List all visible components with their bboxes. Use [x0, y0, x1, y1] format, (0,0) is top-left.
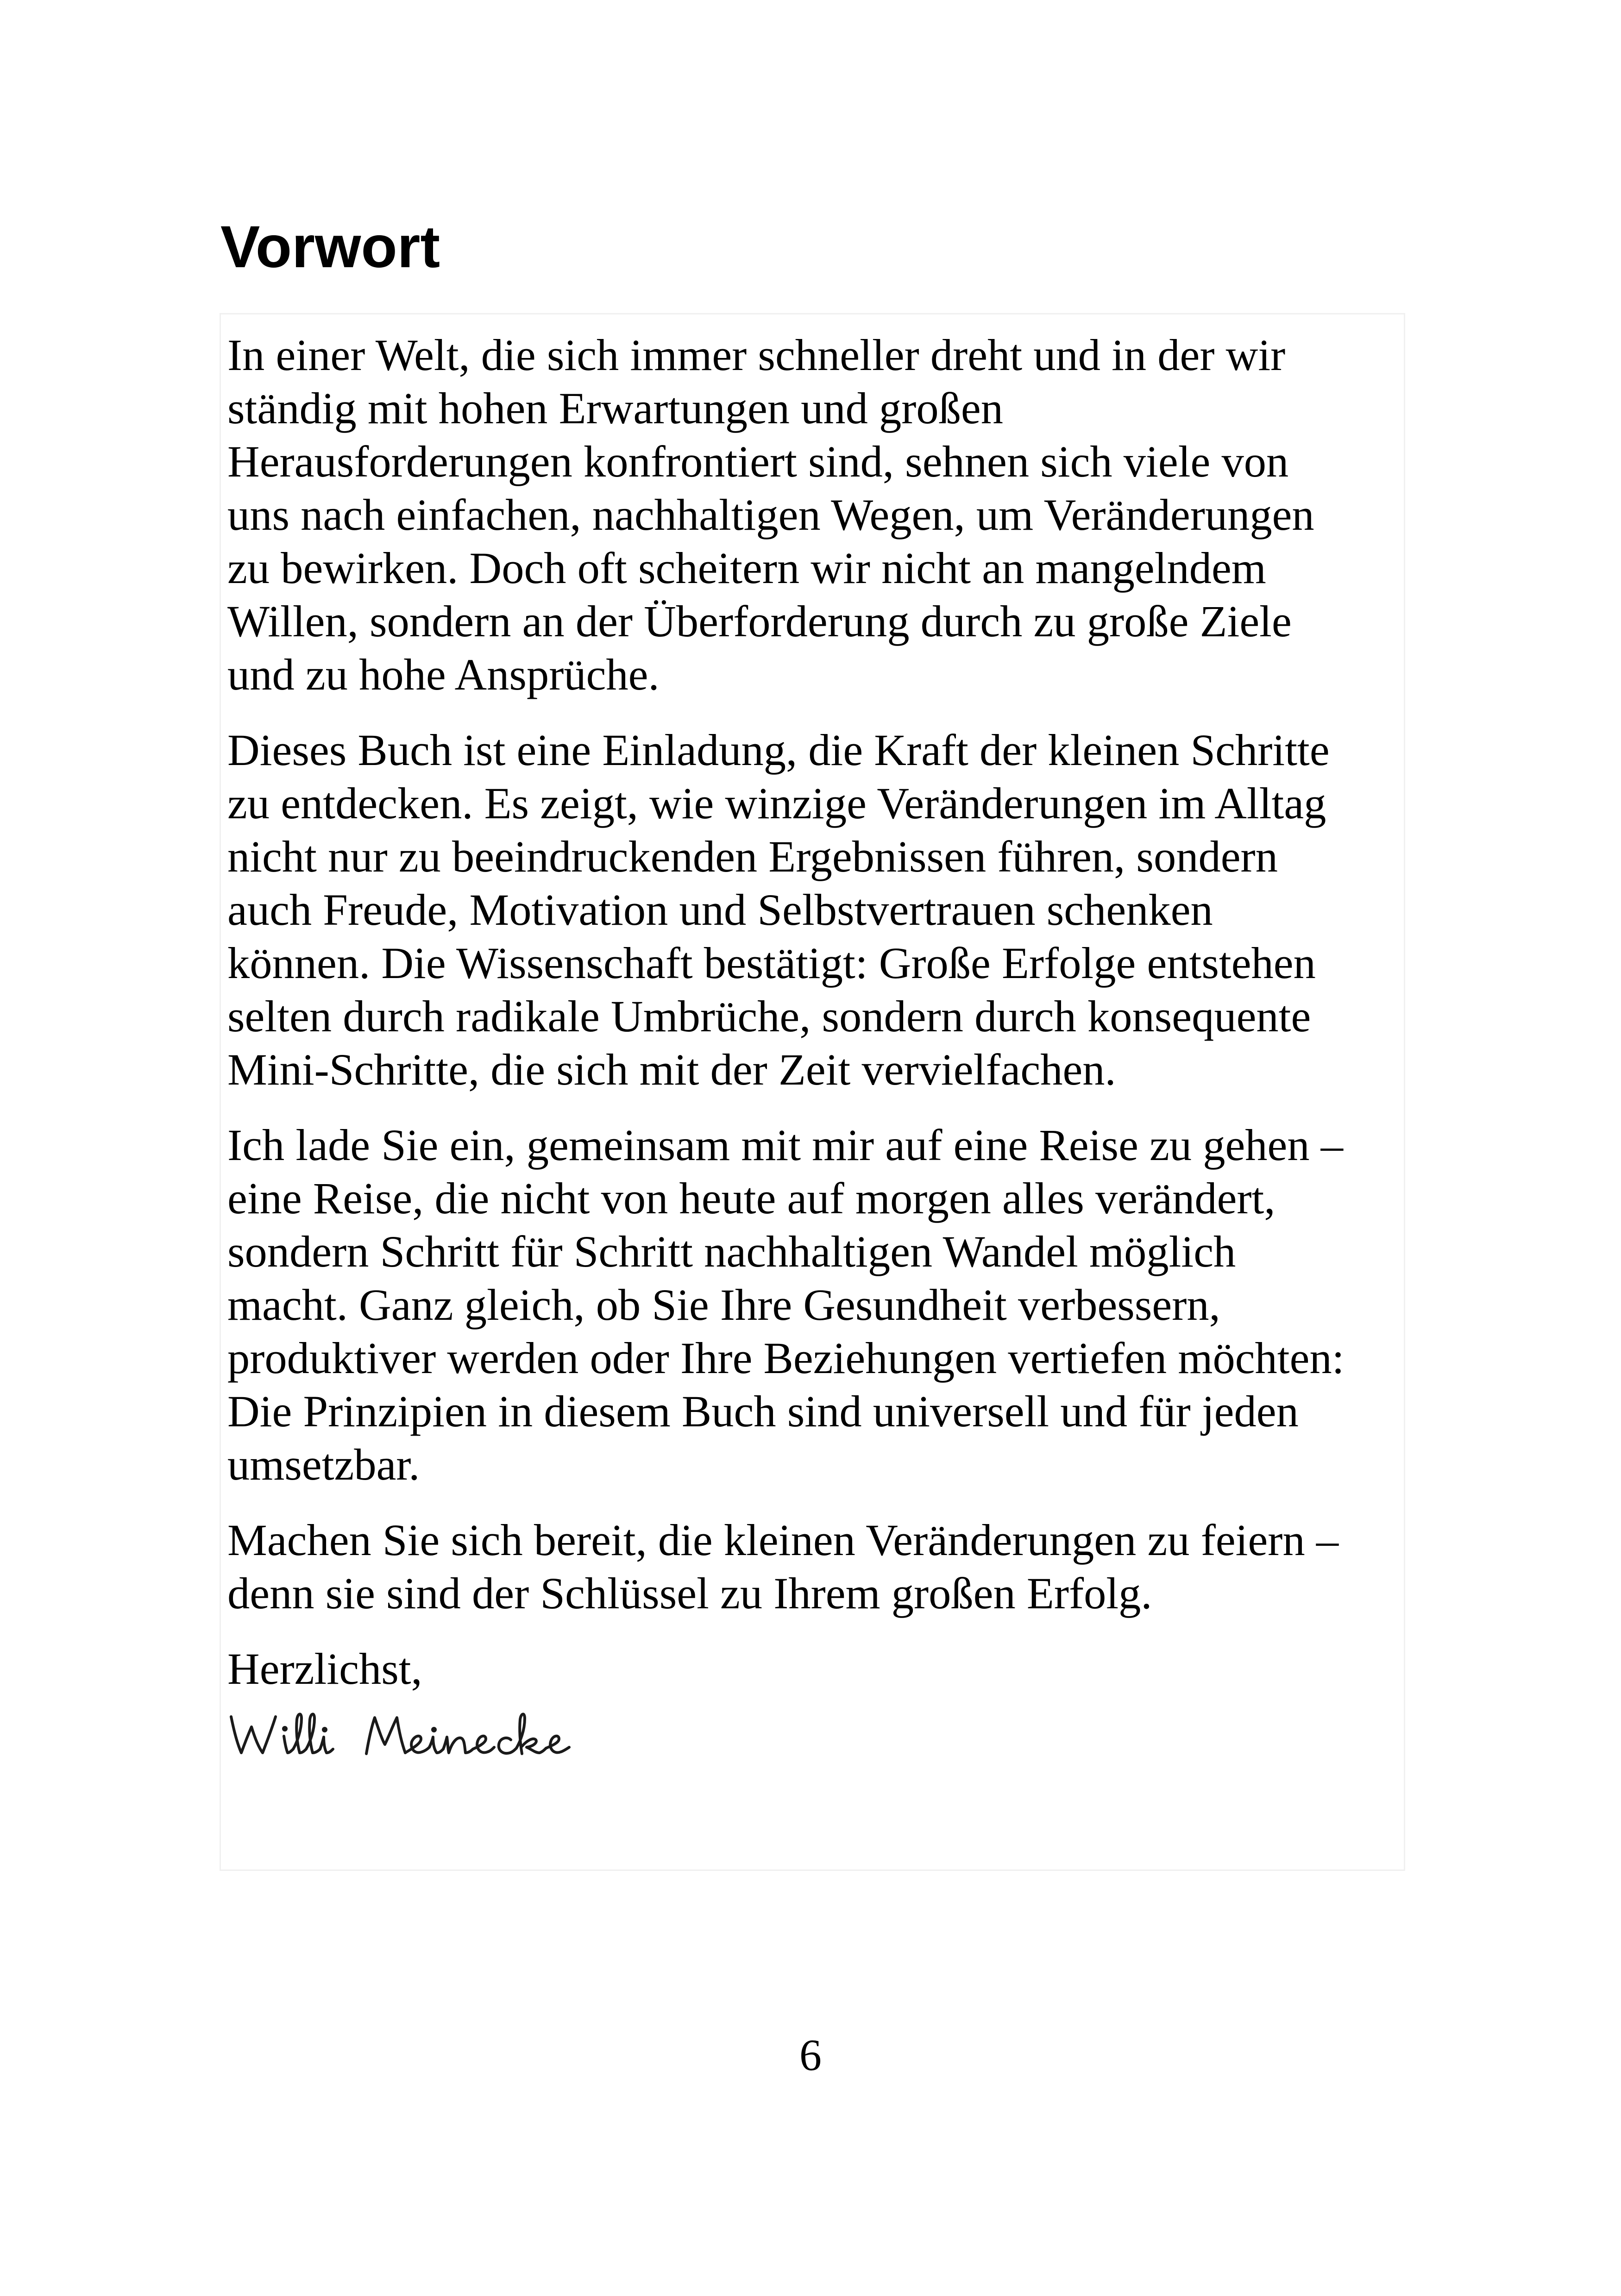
text-line: eine Reise, die nicht von heute auf morgen alles verändert, [227, 1173, 1275, 1223]
text-line: Dieses Buch ist eine Einladung, die Kraft der kleinen Schritte [227, 725, 1330, 775]
text-line: Herausforderungen konfrontiert sind, sehnen sich viele von [227, 437, 1289, 486]
paragraph-1 [227, 328, 1404, 701]
text-line: uns nach einfachen, nachhaltigen Wegen, um Veränderungen [227, 490, 1314, 539]
text-line: umsetzbar. [227, 1440, 420, 1489]
text-line: zu bewirken. Doch oft scheitern wir nicht an mangelndem [227, 543, 1266, 593]
text-line: In einer Welt, die sich immer schneller dreht und in der wir [227, 330, 1286, 380]
text-line: produktiver werden oder Ihre Beziehungen vertiefen möchten: [227, 1333, 1345, 1383]
text-line: zu entdecken. Es zeigt, wie winzige Veränderungen im Alltag [227, 778, 1326, 828]
paragraph-2 [227, 723, 1404, 1096]
text-line: und zu hohe Ansprüche. [227, 650, 660, 699]
closing-line: Herzlichst, [227, 1644, 422, 1694]
text-line: auch Freude, Motivation und Selbstvertrauen schenken [227, 885, 1213, 935]
chapter-heading: Vorwort [220, 214, 440, 280]
text-line: Mini-Schritte, die sich mit der Zeit vervielfachen. [227, 1045, 1116, 1094]
text-line: Machen Sie sich bereit, die kleinen Veränderungen zu feiern – [227, 1515, 1339, 1565]
paragraph-4 [227, 1513, 1404, 1620]
text-line: macht. Ganz gleich, ob Sie Ihre Gesundheit verbessern, [227, 1280, 1220, 1330]
text-line: sondern Schritt für Schritt nachhaltigen Wandel möglich [227, 1227, 1236, 1276]
text-line: Die Prinzipien in diesem Buch sind universell und für jeden [227, 1386, 1299, 1436]
text-line: selten durch radikale Umbrüche, sondern durch konsequente [227, 991, 1311, 1041]
paragraph-3 [227, 1118, 1404, 1491]
text-line: können. Die Wissenschaft bestätigt: Große Erfolge entstehen [227, 938, 1316, 988]
text-line: nicht nur zu beeindruckenden Ergebnissen führen, sondern [227, 832, 1278, 881]
text-line: ständig mit hohen Erwartungen und großen [227, 383, 1003, 433]
text-line: Ich lade Sie ein, gemeinsam mit mir auf eine Reise zu gehen – [227, 1120, 1344, 1170]
preface-text-box [220, 313, 1405, 1871]
text-line: Willen, sondern an der Überforderung durch zu große Ziele [227, 596, 1292, 646]
text-line: denn sie sind der Schlüssel zu Ihrem großen Erfolg. [227, 1568, 1152, 1618]
handwritten-signature [227, 1698, 635, 1768]
page-number: 6 [799, 2030, 822, 2080]
